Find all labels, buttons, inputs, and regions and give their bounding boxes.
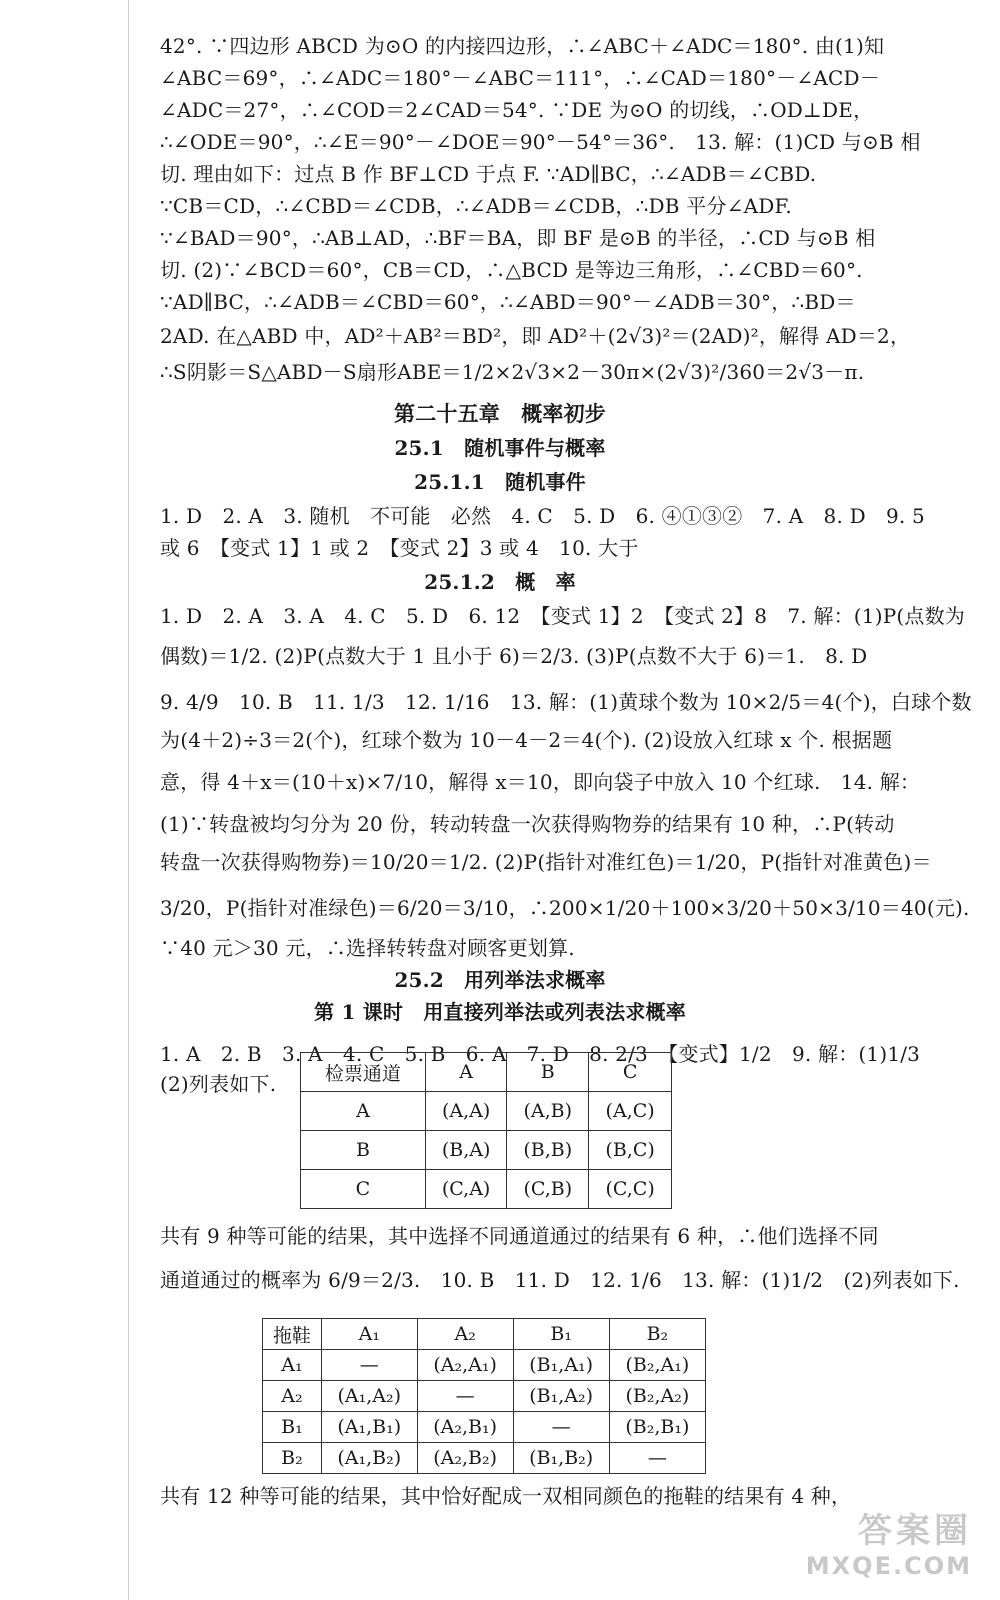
table-cell: (A,A) xyxy=(425,1092,506,1131)
table-cell: (B₂,A₂) xyxy=(609,1381,705,1412)
table-cell: — xyxy=(513,1412,609,1443)
text-line: 1. A 2. B 3. A 4. C 5. B 6. A 7. D 8. 2/3 【变式】1/2 9. 解：(1)1/3 xyxy=(160,1042,921,1066)
text-line: 转盘一次获得购物券)＝10/20＝1/2. (2)P(指针对准红色)＝1/20，P(指针对准黄色)＝ xyxy=(160,850,932,874)
table-cell: A xyxy=(425,1053,506,1092)
chapter-title: 第二十五章 概率初步 xyxy=(394,401,606,426)
table-row xyxy=(263,1412,706,1443)
table-cell: B₁ xyxy=(513,1319,609,1350)
text-line: ∠ABC＝69°，∴∠ADC＝180°－∠ABC＝111°，∴∠CAD＝180°－∠ACD－ xyxy=(160,66,880,90)
table-cell: (A₁,B₂) xyxy=(321,1443,417,1474)
text-line: 切. (2)∵∠BCD＝60°，CB＝CD，∴△BCD 是等边三角形，∴∠CBD＝60°. xyxy=(160,258,863,282)
table-cell: (A,B) xyxy=(507,1092,589,1131)
table-cell: B₁ xyxy=(263,1412,322,1443)
text-line: 9. 4/9 10. B 11. 1/3 12. 1/16 13. 解：(1)黄球个数为 10×2/5＝4(个)，白球个数 xyxy=(160,690,972,714)
section-title: 25.1 随机事件与概率 xyxy=(394,436,606,460)
text-line: 1. D 2. A 3. A 4. C 5. D 6. 12 【变式 1】2 【变式 2】8 7. 解：(1)P(点数为 xyxy=(160,604,965,628)
text-line: ∠ADC＝27°，∴∠COD＝2∠CAD＝54°. ∵DE 为⊙O 的切线，∴OD⊥DE， xyxy=(160,98,874,122)
text-line: (2)列表如下. xyxy=(160,1072,277,1096)
table-cell: (B₁,A₁) xyxy=(513,1350,609,1381)
table-cell: (C,C) xyxy=(589,1170,672,1209)
table-cell: A₂ xyxy=(263,1381,322,1412)
table-header-row xyxy=(301,1053,672,1092)
text-line: 通道通过的概率为 6/9＝2/3. 10. B 11. D 12. 1/6 13. 解：(1)1/2 (2)列表如下. xyxy=(160,1268,960,1292)
table-cell: B₂ xyxy=(263,1443,322,1474)
lesson-title: 第 1 课时 用直接列举法或列表法求概率 xyxy=(314,1000,686,1024)
table-cell: — xyxy=(609,1443,705,1474)
text-line: 2AD. 在△ABD 中，AD²＋AB²＝BD²，即 AD²＋(2√3)²＝(2AD)²，解得 AD＝2， xyxy=(160,324,911,348)
table-row xyxy=(301,1131,672,1170)
table-cell: A₁ xyxy=(263,1350,322,1381)
section-title: 25.2 用列举法求概率 xyxy=(394,968,606,992)
table-cell: (A₂,A₁) xyxy=(417,1350,513,1381)
table-cell: (C,B) xyxy=(507,1170,589,1209)
table-cell: 拖鞋 xyxy=(263,1319,322,1350)
table-cell: (B₂,A₁) xyxy=(609,1350,705,1381)
text-line: ∵CB＝CD，∴∠CBD＝∠CDB，∴∠ADB＝∠CDB，∴DB 平分∠ADF. xyxy=(160,194,792,218)
text-line: 或 6 【变式 1】1 或 2 【变式 2】3 或 4 10. 大于 xyxy=(160,536,639,560)
table-cell: (C,A) xyxy=(425,1170,506,1209)
table-cell: B xyxy=(507,1053,589,1092)
table-cell: A₁ xyxy=(321,1319,417,1350)
watermark-logo: 答案圈 xyxy=(858,1511,972,1551)
text-line: ∵40 元＞30 元，∴选择转转盘对顾客更划算. xyxy=(160,936,575,960)
table-cell: (B,C) xyxy=(589,1131,672,1170)
table-cell: — xyxy=(321,1350,417,1381)
table-cell: (B₁,B₂) xyxy=(513,1443,609,1474)
table-cell: (A₂,B₂) xyxy=(417,1443,513,1474)
table-cell: (A,C) xyxy=(589,1092,672,1131)
text-line: 偶数)＝1/2. (2)P(点数大于 1 且小于 6)＝2/3. (3)P(点数不大于 6)＝1. 8. D xyxy=(160,644,868,668)
watermark-url: MXQE.COM xyxy=(805,1552,972,1580)
table-cell: (B,A) xyxy=(425,1131,506,1170)
table-cell: (A₂,B₁) xyxy=(417,1412,513,1443)
text-line: ∵AD∥BC，∴∠ADB＝∠CBD＝60°，∴∠ABD＝90°－∠ADB＝30°，∴BD＝ xyxy=(160,290,856,314)
table-cell: (B₁,A₂) xyxy=(513,1381,609,1412)
table-row xyxy=(301,1170,672,1209)
table-cell: (A₁,B₁) xyxy=(321,1412,417,1443)
text-line: ∵∠BAD＝90°，∴AB⊥AD，∴BF＝BA，即 BF 是⊙B 的半径，∴CD 与⊙B 相 xyxy=(160,226,876,250)
text-line: ∴S阴影＝S△ABD－S扇形ABE＝1/2×2√3×2－30π×(2√3)²/360＝2√3－π. xyxy=(160,360,865,384)
table-cell: C xyxy=(301,1170,426,1209)
table-row xyxy=(301,1092,672,1131)
table-cell: B xyxy=(301,1131,426,1170)
text-line: (1)∵转盘被均匀分为 20 份，转动转盘一次获得购物券的结果有 10 种，∴P(转动 xyxy=(160,812,895,836)
text-line: 意，得 4＋x＝(10＋x)×7/10，解得 x＝10，即向袋子中放入 10 个红球. 14. 解： xyxy=(160,770,921,794)
ticket-gate-table xyxy=(300,1052,672,1209)
table-cell: C xyxy=(589,1053,672,1092)
text-line: 3/20，P(指针对准绿色)＝6/20＝3/10，∴200×1/20＋100×3/20＋50×3/10＝40(元). xyxy=(160,896,970,920)
table-header-row xyxy=(263,1319,706,1350)
page-fold-line xyxy=(128,0,129,1600)
text-line: 切. 理由如下：过点 B 作 BF⊥CD 于点 F. ∵AD∥BC，∴∠ADB＝∠CBD. xyxy=(160,162,817,186)
table-row xyxy=(263,1443,706,1474)
text-line: 为(4＋2)÷3＝2(个)，红球个数为 10－4－2＝4(个). (2)设放入红球 x 个. 根据题 xyxy=(160,728,893,752)
text-line: 共有 9 种等可能的结果，其中选择不同通道通过的结果有 6 种，∴他们选择不同 xyxy=(160,1224,879,1248)
table-cell: 检票通道 xyxy=(301,1053,426,1092)
text-line: ∴∠ODE＝90°，∴∠E＝90°－∠DOE＝90°－54°＝36°. 13. 解：(1)CD 与⊙B 相 xyxy=(160,130,921,154)
subsection-title: 25.1.1 随机事件 xyxy=(414,470,586,494)
text-line: 1. D 2. A 3. 随机 不可能 必然 4. C 5. D 6. ④①③② 7. A 8. D 9. 5 xyxy=(160,504,925,528)
text-line: 42°. ∵四边形 ABCD 为⊙O 的内接四边形，∴∠ABC＋∠ADC＝180°. 由(1)知 xyxy=(160,34,885,58)
table-cell: B₂ xyxy=(609,1319,705,1350)
subsection-title: 25.1.2 概 率 xyxy=(424,570,576,594)
table-cell: (A₁,A₂) xyxy=(321,1381,417,1412)
table-cell: — xyxy=(417,1381,513,1412)
table-cell: A₂ xyxy=(417,1319,513,1350)
table-cell: (B₂,B₁) xyxy=(609,1412,705,1443)
table-row xyxy=(263,1381,706,1412)
table-cell: A xyxy=(301,1092,426,1131)
watermark xyxy=(806,1503,972,1580)
table-row xyxy=(263,1350,706,1381)
text-line: 共有 12 种等可能的结果，其中恰好配成一双相同颜色的拖鞋的结果有 4 种， xyxy=(160,1484,852,1508)
slippers-table xyxy=(262,1318,706,1474)
table-cell: (B,B) xyxy=(507,1131,589,1170)
